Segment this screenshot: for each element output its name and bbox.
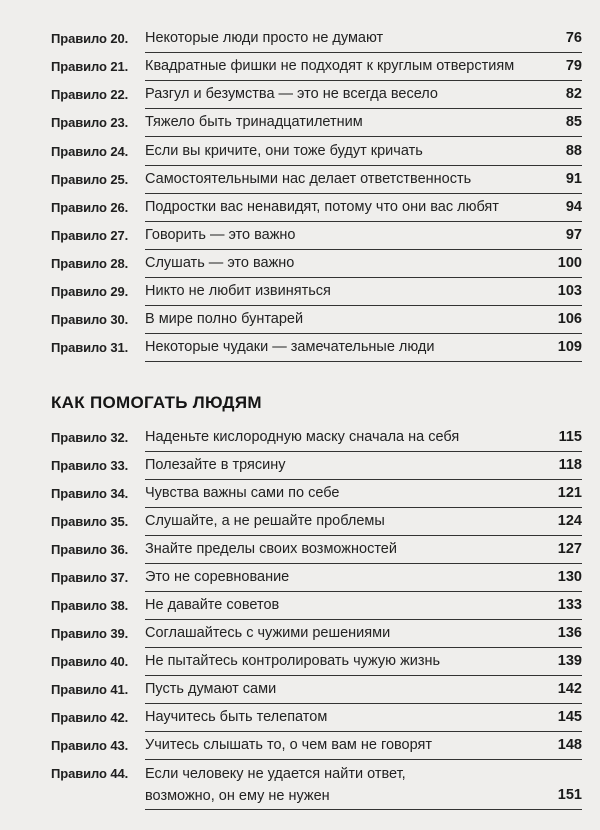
rule-number: Правило 33. bbox=[51, 458, 129, 473]
entry-title: Квадратные фишки не подходят к круглым отверстиям bbox=[145, 58, 520, 74]
page-number: 85 bbox=[560, 114, 582, 130]
page-number: 139 bbox=[552, 653, 582, 669]
page-number: 124 bbox=[552, 513, 582, 529]
rule-number: Правило 29. bbox=[51, 284, 129, 299]
toc-entry[interactable] bbox=[51, 282, 582, 306]
entry-title: Не пытайтесь контролировать чужую жизнь bbox=[145, 653, 446, 669]
rule-number: Правило 40. bbox=[51, 654, 129, 669]
rule-number: Правило 26. bbox=[51, 200, 129, 215]
toc-entry[interactable] bbox=[51, 254, 582, 278]
page-number: 145 bbox=[552, 709, 582, 725]
rule-number: Правило 43. bbox=[51, 738, 129, 753]
toc-entry[interactable] bbox=[51, 736, 582, 760]
page-number: 91 bbox=[560, 171, 582, 187]
toc-entry[interactable] bbox=[51, 680, 582, 704]
entry-title: Учитесь слышать то, о чем вам не говорят bbox=[145, 737, 438, 753]
toc-entry[interactable] bbox=[51, 652, 582, 676]
page-number: 127 bbox=[552, 541, 582, 557]
toc-entry[interactable] bbox=[51, 226, 582, 250]
page-number: 79 bbox=[560, 58, 582, 74]
page-number: 142 bbox=[552, 681, 582, 697]
rule-number: Правило 24. bbox=[51, 144, 129, 159]
rule-number: Правило 30. bbox=[51, 312, 129, 327]
entry-title: Полезайте в трясину bbox=[145, 457, 292, 473]
toc-entry[interactable] bbox=[51, 338, 582, 362]
entry-title: Слушайте, а не решайте проблемы bbox=[145, 513, 391, 529]
entry-title: Соглашайтесь с чужими решениями bbox=[145, 625, 396, 641]
entry-title: Не давайте советов bbox=[145, 597, 285, 613]
entry-title: Говорить — это важно bbox=[145, 227, 302, 243]
page-number: 133 bbox=[552, 597, 582, 613]
rule-number: Правило 22. bbox=[51, 87, 129, 102]
rule-number: Правило 37. bbox=[51, 570, 129, 585]
page-number: 94 bbox=[560, 199, 582, 215]
toc-entry[interactable] bbox=[51, 85, 582, 109]
rule-number: Правило 21. bbox=[51, 59, 129, 74]
toc-entry[interactable] bbox=[51, 624, 582, 648]
page-number: 109 bbox=[552, 339, 582, 355]
entry-title: Наденьте кислородную маску сначала на себя bbox=[145, 429, 465, 445]
entry-title: Научитесь быть телепатом bbox=[145, 709, 333, 725]
toc-entry[interactable] bbox=[51, 540, 582, 564]
toc-entry[interactable] bbox=[51, 428, 582, 452]
page-number: 121 bbox=[552, 485, 582, 501]
rule-number: Правило 25. bbox=[51, 172, 129, 187]
toc-entry[interactable] bbox=[51, 512, 582, 536]
rule-number: Правило 20. bbox=[51, 31, 129, 46]
entry-title: Тяжело быть тринадцатилетним bbox=[145, 114, 369, 130]
rule-number: Правило 23. bbox=[51, 115, 129, 130]
toc-entry[interactable] bbox=[51, 596, 582, 620]
entry-title: Знайте пределы своих возможностей bbox=[145, 541, 403, 557]
section-heading: КАК ПОМОГАТЬ ЛЮДЯМ bbox=[51, 393, 262, 412]
page-number: 118 bbox=[553, 457, 582, 473]
entry-title: Это не соревнование bbox=[145, 569, 295, 585]
entry-title: Подростки вас ненавидят, потому что они вас любят bbox=[145, 199, 505, 215]
entry-title: Чувства важны сами по себе bbox=[145, 485, 345, 501]
toc-entry[interactable] bbox=[51, 764, 582, 810]
page-number: 97 bbox=[560, 227, 582, 243]
toc-entry[interactable] bbox=[51, 484, 582, 508]
toc-entry[interactable] bbox=[51, 198, 582, 222]
rule-number: Правило 42. bbox=[51, 710, 129, 725]
toc-entry[interactable] bbox=[51, 170, 582, 194]
toc-entry[interactable] bbox=[51, 29, 582, 53]
toc-entry[interactable] bbox=[51, 57, 582, 81]
toc-entry[interactable] bbox=[51, 456, 582, 480]
page-number: 151 bbox=[552, 787, 582, 803]
rule-number: Правило 34. bbox=[51, 486, 129, 501]
entry-title: В мире полно бунтарей bbox=[145, 311, 309, 327]
page-number: 82 bbox=[560, 86, 582, 102]
entry-title: Слушать — это важно bbox=[145, 255, 300, 271]
entry-title: Самостоятельными нас делает ответственность bbox=[145, 171, 477, 187]
page-number: 148 bbox=[552, 737, 582, 753]
toc-entry[interactable] bbox=[51, 708, 582, 732]
page-number: 103 bbox=[552, 283, 582, 299]
page-number: 76 bbox=[560, 30, 582, 46]
toc-entry[interactable] bbox=[51, 310, 582, 334]
entry-title: Некоторые люди просто не думают bbox=[145, 30, 389, 46]
toc-entry[interactable] bbox=[51, 568, 582, 592]
rule-number: Правило 31. bbox=[51, 340, 129, 355]
entry-title: Разгул и безумства — это не всегда весело bbox=[145, 86, 444, 102]
rule-number: Правило 36. bbox=[51, 542, 129, 557]
rule-number: Правило 27. bbox=[51, 228, 129, 243]
entry-title-line2: возможно, он ему не нужен bbox=[145, 785, 412, 807]
rule-number: Правило 28. bbox=[51, 256, 129, 271]
rule-number: Правило 35. bbox=[51, 514, 129, 529]
rule-number: Правило 32. bbox=[51, 430, 129, 445]
toc-entry[interactable] bbox=[51, 113, 582, 137]
rule-number: Правило 44. bbox=[51, 766, 129, 781]
toc-entry[interactable] bbox=[51, 142, 582, 166]
page-number: 100 bbox=[552, 255, 582, 271]
rule-number: Правило 38. bbox=[51, 598, 129, 613]
entry-title: Пусть думают сами bbox=[145, 681, 282, 697]
page-number: 88 bbox=[560, 143, 582, 159]
entry-title: Если вы кричите, они тоже будут кричать bbox=[145, 143, 429, 159]
page-number: 130 bbox=[552, 569, 582, 585]
page-number: 115 bbox=[553, 429, 582, 445]
rule-number: Правило 41. bbox=[51, 682, 129, 697]
entry-title: Некоторые чудаки — замечательные люди bbox=[145, 339, 441, 355]
entry-title: Никто не любит извиняться bbox=[145, 283, 337, 299]
rule-number: Правило 39. bbox=[51, 626, 129, 641]
page-number: 136 bbox=[552, 625, 582, 641]
page-number: 106 bbox=[552, 311, 582, 327]
entry-title-line1: Если человеку не удается найти ответ, bbox=[145, 763, 412, 785]
